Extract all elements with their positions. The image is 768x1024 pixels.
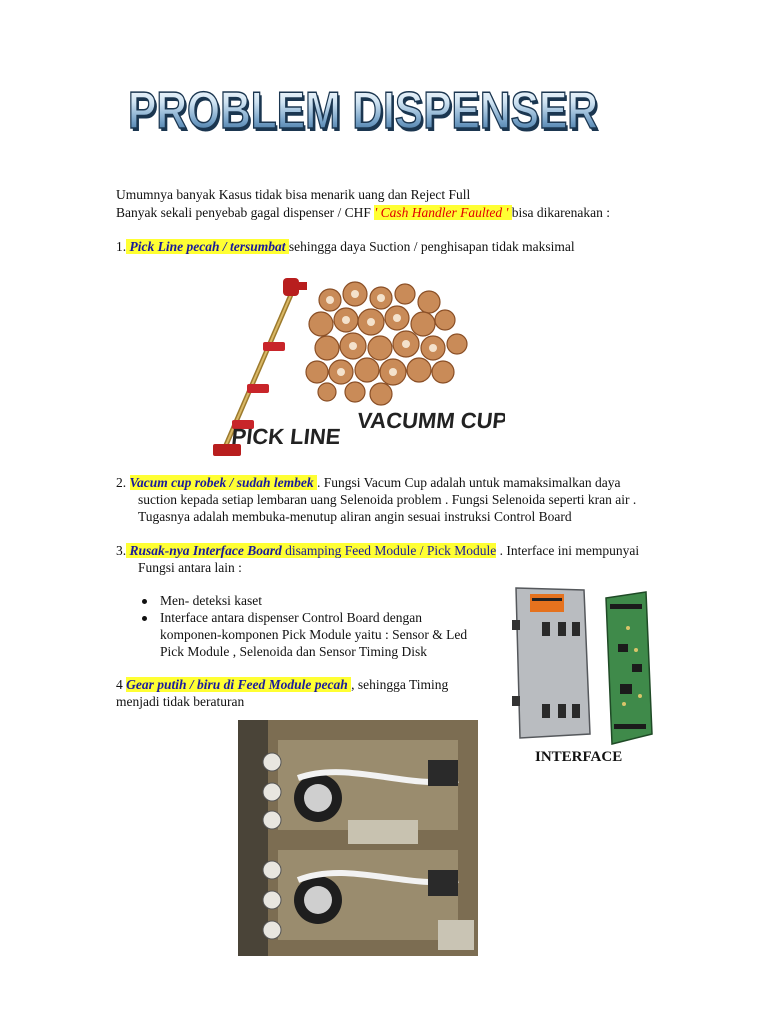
item-2-highlight: Vacum cup robek / sudah lembek	[129, 475, 318, 490]
item-3-line-2: Fungsi antara lain :	[138, 560, 242, 575]
page-title	[122, 70, 604, 154]
svg-text:PICK LINE: PICK LINE	[230, 424, 342, 449]
item-3-heading: 3. Rusak-nya Interface Board disamping Feed Module / Pick Module . Interface ini mempunyai	[116, 543, 640, 558]
item-1-heading: 1. Pick Line pecah / tersumbat sehingga daya Suction / penghisapan tidak maksimal	[116, 239, 575, 254]
feed-module-image	[238, 720, 478, 956]
pick-line-vacuum-cup-image	[205, 272, 505, 462]
item-3-bullet-list	[138, 592, 467, 660]
item-4-line-2: menjadi tidak beraturan	[116, 694, 245, 709]
svg-text:VACUMM CUP: VACUMM CUP	[356, 408, 505, 433]
interface-board-image	[508, 584, 660, 752]
item-2-line-3: Tugasnya adalah membuka-menutup aliran angin sesuai instruksi Control Board	[138, 509, 572, 524]
intro-line-1: Umumnya banyak Kasus tidak bisa menarik uang dan Reject Full	[116, 187, 471, 202]
intro-line-2: Banyak sekali penyebab gagal dispenser / CHF ' Cash Handler Faulted ' bisa dikarenakan :	[116, 205, 610, 220]
item-1-highlight: Pick Line pecah / tersumbat	[126, 239, 289, 254]
interface-caption: INTERFACE	[535, 749, 623, 765]
svg-text:PROBLEM DISPENSER: PROBLEM DISPENSER	[128, 82, 598, 140]
svg-text:PROBLEM DISPENSER: PROBLEM DISPENSER	[130, 85, 600, 143]
list-item: Men- deteksi kaset	[138, 592, 467, 609]
item-4-heading: 4 Gear putih / biru di Feed Module pecah , sehingga Timing	[116, 677, 449, 692]
item-2-line-2: suction kepada setiap lembaran uang Selenoida problem . Fungsi Selenoida seperti kran air .	[138, 492, 637, 507]
chf-highlight: ' Cash Handler Faulted '	[374, 205, 512, 220]
list-item: Interface antara dispenser Control Board dengan komponen-komponen Pick Module yaitu : Sensor & Led Pick Module , Selenoida dan Sensor Timing Disk	[138, 609, 467, 660]
item-3-highlight: Rusak-nya Interface Board disamping Feed Module / Pick Module	[126, 543, 497, 558]
item-4-highlight: Gear putih / biru di Feed Module pecah	[126, 677, 352, 692]
item-2-heading: 2. Vacum cup robek / sudah lembek . Fungsi Vacum Cup adalah untuk mamaksimalkan daya	[116, 475, 621, 490]
